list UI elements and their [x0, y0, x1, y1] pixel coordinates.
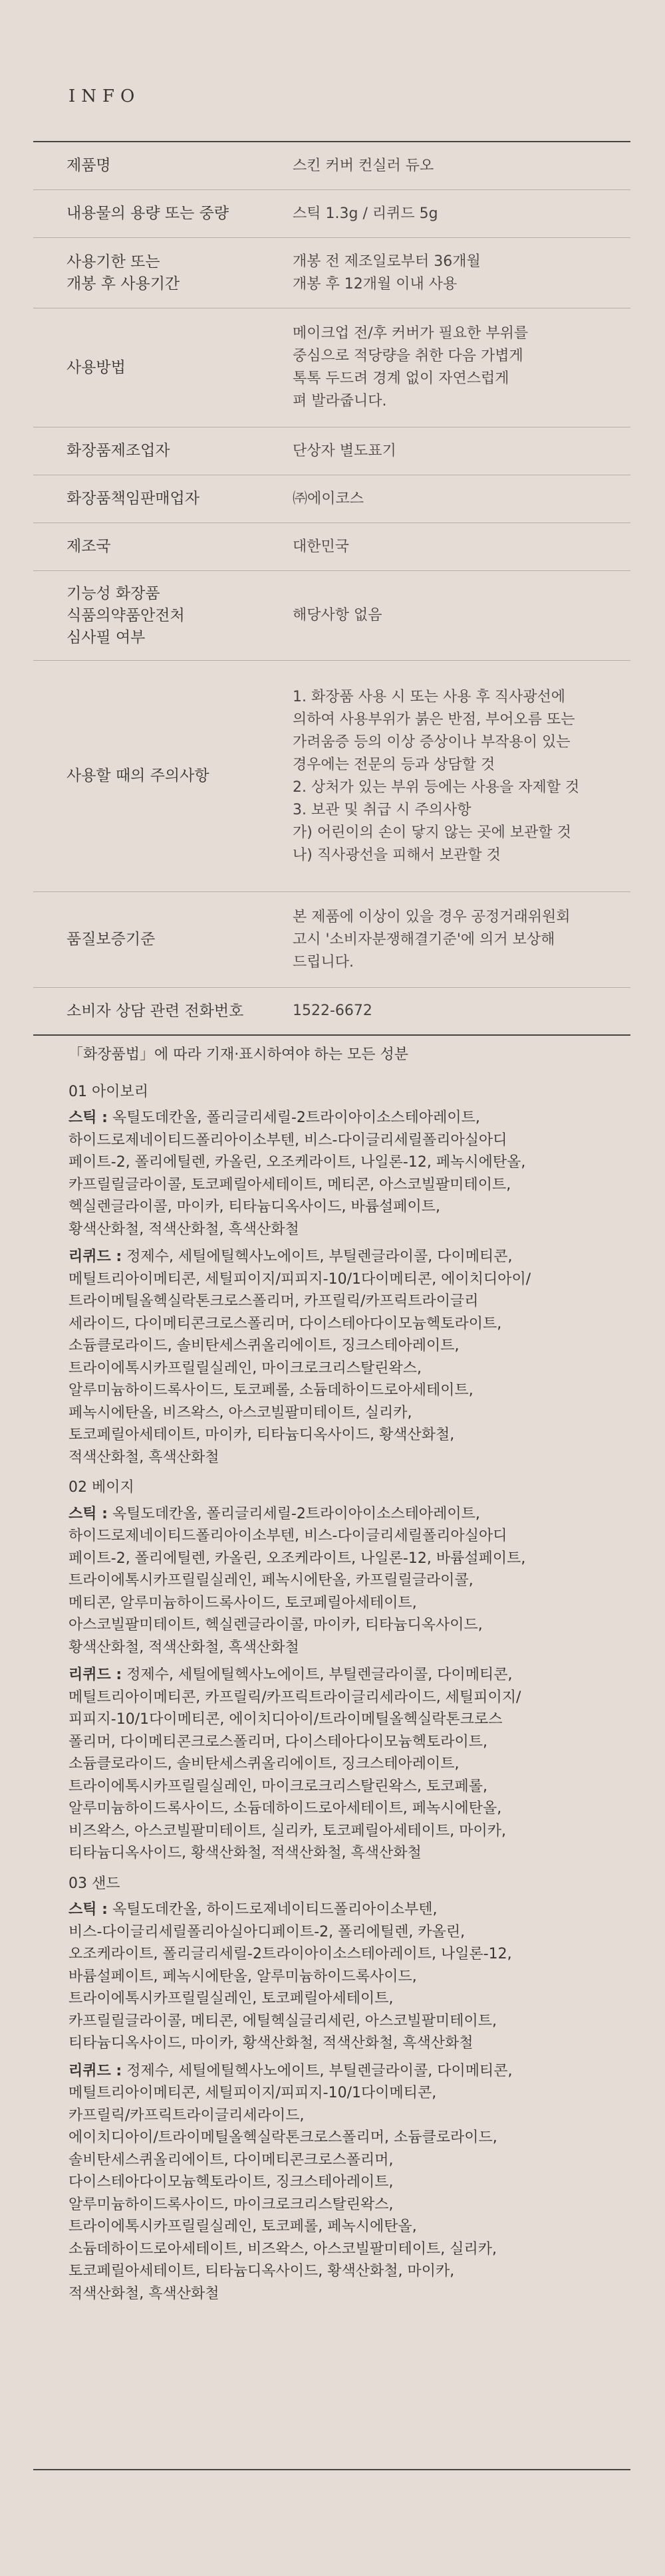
bottom-divider: [33, 2469, 630, 2470]
info-label: 사용할 때의 주의사항: [66, 767, 209, 784]
info-row-distributor: [33, 475, 630, 523]
info-label: 화장품제조업자: [66, 442, 170, 459]
liquid-ingredients: [68, 1664, 614, 1865]
stick-tag: 스틱 :: [68, 1901, 108, 1918]
info-label: 품질보증기준: [66, 931, 156, 948]
stick-ingredients: [68, 1107, 614, 1240]
liquid-list: 정제수, 세틸에틸헥사노에이트, 부틸렌글라이콜, 다이메티콘, 메틸트리아이메티콘, 세틸피이지/피피지-10/1다이메티콘, 카프릴릭/카프릭트라이글리세라이드, 에이치디아이/트라이메틸올헥실락톤크로스폴리머, 소듐클로라이드, 솔비탄세스퀴올리에이트, 다이메티콘크로스폴리머, 다이스테아다이모늄헥토라이트, 징크스테아레이트, 알루미늄하이드록사이드, 마이크로크리스탈린왁스, 트라이에톡시카프릴릴실레인, 토코페롤, 페녹시에탄올, 소듐데하이드로아세테이트, 비즈왁스, 아스코빌팔미테이트, 실리카, 토코페릴아세테이트, 티타늄디옥사이드, 황색산화철, 마이카, 적색산화철, 흑색산화철: [68, 2062, 513, 2302]
ingredient-group-ivory: [68, 1081, 614, 1469]
info-section-title: INFO: [68, 86, 141, 106]
ingredients-section: [68, 1044, 614, 2310]
info-value: 해당사항 없음: [293, 607, 382, 624]
info-value: 1. 화장품 사용 시 또는 사용 후 직사광선에 의하여 사용부위가 붉은 반점, 부어오름 또는 가려움증 등의 이상 증상이나 부작용이 있는 경우에는 전문의 등과 상담할 것 2. 상처가 있는 부위 등에는 사용을 자제할 것 3. 보관 및 취급 시 주의사항 가) 어린이의 손이 닿지 않는 곳에 보관할 것 나) 직사광선을 피해서 보관할 것: [293, 688, 580, 864]
liquid-tag: 리퀴드 :: [68, 1667, 122, 1683]
liquid-ingredients: [68, 2060, 614, 2305]
info-label: 화장품책임판매업자: [66, 490, 200, 507]
info-label: 소비자 상담 관련 전화번호: [66, 1002, 244, 1020]
ingredients-heading: 「화장품법」에 따라 기재·표시하여야 하는 모든 성분: [68, 1046, 409, 1063]
stick-tag: 스틱 :: [68, 1505, 108, 1522]
group-title: 03 샌드: [68, 1875, 120, 1892]
stick-list: 옥틸도데칸올, 하이드로제네이티드폴리아이소부텐, 비스-다이글리세릴폴리아실아디페이트-2, 폴리에틸렌, 카올린, 오조케라이트, 폴리글리세릴-2트라이아이소스테아레이트, 나일론-12, 바륨설페이트, 페녹시에탄올, 알루미늄하이드록사이드, 트라이에톡시카프릴릴실레인, 토코페릴아세테이트, 카프릴릴글라이콜, 메티콘, 에틸헥실글리세린, 아스코빌팔미테이트, 티타늄디옥사이드, 마이카, 황색산화철, 적색산화철, 흑색산화철: [68, 1901, 512, 2051]
info-row-product-name: [33, 142, 630, 190]
ingredient-group-sand: [68, 1873, 614, 2305]
liquid-list: 정제수, 세틸에틸헥사노에이트, 부틸렌글라이콜, 다이메티콘, 메틸트리아이메티콘, 세틸피이지/피피지-10/1다이메티콘, 에이치디아이/ 트라이메틸올헥실락톤크로스폴리머, 카프릴릭/카프릭트라이글리 세라이드, 다이메티콘크로스폴리머, 다이스테아다이모늄헥토라이트, 소듐클로라이드, 솔비탄세스퀴올리에이트, 징크스테아레이트, 트라이에톡시카프릴릴실레인, 마이크로크리스탈린왁스, 알루미늄하이드록사이드, 토코페롤, 소듐데하이드로아세테이트, 페녹시에탄올, 비즈왁스, 아스코빌팔미테이트, 실리카, 토코페릴아세테이트, 마이카, 티타늄디옥사이드, 황색산화철, 적색산화철, 흑색산화철: [68, 1248, 531, 1466]
info-label: 제품명: [66, 157, 111, 174]
info-value: 메이크업 전/후 커버가 필요한 부위를 중심으로 적당량을 취한 다음 가볍게 톡톡 두드려 경계 없이 자연스럽게 펴 발라줍니다.: [293, 325, 529, 410]
info-row-phone: [33, 988, 630, 1036]
group-title: 01 아이보리: [68, 1083, 148, 1100]
info-value: 1522-6672: [293, 1002, 372, 1019]
info-value: 대한민국: [293, 538, 350, 555]
liquid-tag: 리퀴드 :: [68, 1248, 122, 1265]
info-row-country: [33, 523, 630, 571]
product-info-table: [33, 141, 630, 1036]
group-title: 02 베이지: [68, 1479, 134, 1496]
stick-list: 옥틸도데칸올, 폴리글리세릴-2트라이아이소스테아레이트, 하이드로제네이티드폴리아이소부텐, 비스-다이글리세릴폴리아실아디 페이트-2, 폴리에틸렌, 카올린, 오조케라이트, 나일론-12, 바륨설페이트, 트라이에톡시카프릴릴실레인, 페녹시에탄올, 카프릴릴글라이콜, 메티콘, 알루미늄하이드록사이드, 토코페릴아세테이트, 아스코빌팔미테이트, 헥실렌글라이콜, 마이카, 티타늄디옥사이드, 황색산화철, 적색산화철, 흑색산화철: [68, 1505, 526, 1656]
info-label: 기능성 화장품 식품의약품안전처 심사필 여부: [66, 584, 185, 646]
info-value: 개봉 전 제조일로부터 36개월 개봉 후 12개월 이내 사용: [293, 253, 481, 293]
info-row-functional: [33, 571, 630, 661]
liquid-ingredients: [68, 1246, 614, 1468]
info-row-manufacturer: [33, 427, 630, 475]
liquid-list: 정제수, 세틸에틸헥사노에이트, 부틸렌글라이콜, 다이메티콘, 메틸트리아이메티콘, 카프릴릭/카프릭트라이글리세라이드, 세틸피이지/ 피피지-10/1다이메티콘, 에이치디아이/트라이메틸올헥실락톤크로스 폴리머, 다이메티콘크로스폴리머, 다이스테아다이모늄헥토라이트, 소듐클로라이드, 솔비탄세스퀴올리에이트, 징크스테아레이트, 트라이에톡시카프릴릴실레인, 마이크로크리스탈린왁스, 토코페롤, 알루미늄하이드록사이드, 소듐데하이드로아세테이트, 페녹시에탄올, 비즈왁스, 아스코빌팔미테이트, 실리카, 토코페릴아세테이트, 마이카, 티타늄디옥사이드, 황색산화철, 적색산화철, 흑색산화철: [68, 1667, 521, 1861]
info-label: 사용기한 또는 개봉 후 사용기간: [66, 253, 180, 293]
info-value: ㈜에이코스: [293, 490, 364, 507]
info-row-usage: [33, 308, 630, 427]
info-value: 본 제품에 이상이 있을 경우 공정거래위원회 고시 '소비자분쟁해결기준'에 의거 보상해 드립니다.: [293, 908, 571, 971]
info-label: 사용방법: [66, 358, 126, 376]
info-row-volume: [33, 190, 630, 238]
info-label: 내용물의 용량 또는 중량: [66, 205, 229, 222]
info-row-expiry: [33, 238, 630, 308]
stick-tag: 스틱 :: [68, 1110, 108, 1126]
info-label: 제조국: [66, 538, 111, 555]
info-value: 단상자 별도표기: [293, 442, 396, 459]
ingredient-group-beige: [68, 1476, 614, 1865]
stick-list: 옥틸도데칸올, 폴리글리세릴-2트라이아이소스테아레이트, 하이드로제네이티드폴리아이소부텐, 비스-다이글리세릴폴리아실아디 페이트-2, 폴리에틸렌, 카올린, 오조케라이트, 나일론-12, 페녹시에탄올, 카프릴릴글라이콜, 토코페릴아세테이트, 메티콘, 아스코빌팔미테이트, 헥실렌글라이콜, 마이카, 티타늄디옥사이드, 바륨설페이트, 황색산화철, 적색산화철, 흑색산화철: [68, 1110, 526, 1238]
info-row-precautions: [33, 661, 630, 892]
info-value: 스킨 커버 컨실러 듀오: [293, 157, 434, 174]
stick-ingredients: [68, 1503, 614, 1659]
liquid-tag: 리퀴드 :: [68, 2062, 122, 2079]
info-value: 스틱 1.3g / 리퀴드 5g: [293, 205, 438, 222]
info-row-quality: [33, 892, 630, 988]
stick-ingredients: [68, 1899, 614, 2055]
